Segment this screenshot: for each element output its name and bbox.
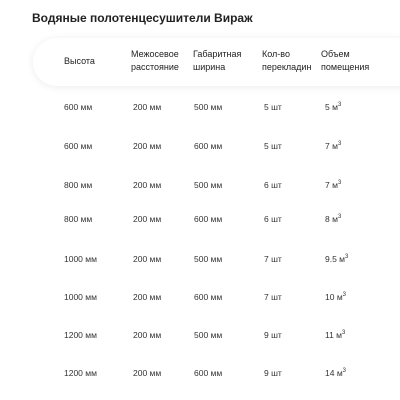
cell-width: 600 мм: [194, 214, 223, 224]
table-row: [0, 330, 400, 344]
table-row: [0, 180, 400, 194]
cell-height: 1200 мм: [64, 330, 97, 340]
table-row: [0, 141, 400, 155]
cell-volume: 14 $м^3$: [325, 368, 347, 378]
cell-height: 600 мм: [64, 141, 93, 151]
cell-volume: 9.5 $м^3$: [325, 254, 349, 264]
cell-bars: 9 шт: [264, 330, 282, 340]
cell-width: 600 мм: [194, 292, 223, 302]
table-row: [0, 214, 400, 228]
cell-bars: 6 шт: [264, 180, 282, 190]
table-title: Водяные полотенцесушители Вираж: [32, 11, 253, 25]
table-row: [0, 292, 400, 306]
cell-spacing: 200 мм: [133, 102, 162, 112]
cell-volume: 8 $м^3$: [325, 214, 342, 224]
cell-height: 1000 мм: [64, 254, 97, 264]
cell-bars: 9 шт: [264, 368, 282, 378]
cell-height: 1200 мм: [64, 368, 97, 378]
table-row: [0, 368, 400, 382]
cell-spacing: 200 мм: [133, 368, 162, 378]
cell-spacing: 200 мм: [133, 254, 162, 264]
header-volume: Объем помещения: [321, 49, 370, 72]
header-width: Габаритная ширина: [193, 49, 242, 72]
cell-height: 800 мм: [64, 214, 93, 224]
cell-volume: 10 $м^3$: [325, 292, 347, 302]
cell-spacing: 200 мм: [133, 292, 162, 302]
cell-volume: 5 $м^3$: [325, 102, 342, 112]
cell-volume: 7 $м^3$: [325, 180, 342, 190]
header-height: Высота: [64, 56, 95, 66]
cell-bars: 5 шт: [264, 141, 282, 151]
cell-height: 1000 мм: [64, 292, 97, 302]
cell-volume: 11 $м^3$: [325, 330, 346, 340]
cell-width: 500 мм: [194, 254, 223, 264]
cell-spacing: 200 мм: [133, 180, 162, 190]
cell-width: 600 мм: [194, 141, 223, 151]
cell-spacing: 200 мм: [133, 214, 162, 224]
cell-spacing: 200 мм: [133, 141, 162, 151]
cell-width: 500 мм: [194, 330, 223, 340]
header-spacing: Межосевое расстояние: [131, 49, 179, 72]
cell-bars: 7 шт: [264, 292, 282, 302]
header-bars: Кол-во перекладин: [262, 49, 312, 72]
cell-bars: 7 шт: [264, 254, 282, 264]
cell-volume: 7 $м^3$: [325, 141, 342, 151]
cell-height: 600 мм: [64, 102, 93, 112]
cell-spacing: 200 мм: [133, 330, 162, 340]
table-row: [0, 254, 400, 268]
cell-height: 800 мм: [64, 180, 93, 190]
cell-bars: 5 шт: [264, 102, 282, 112]
cell-width: 500 мм: [194, 180, 223, 190]
cell-width: 600 мм: [194, 368, 223, 378]
cell-width: 500 мм: [194, 102, 223, 112]
table-row: [0, 102, 400, 116]
cell-bars: 6 шт: [264, 214, 282, 224]
